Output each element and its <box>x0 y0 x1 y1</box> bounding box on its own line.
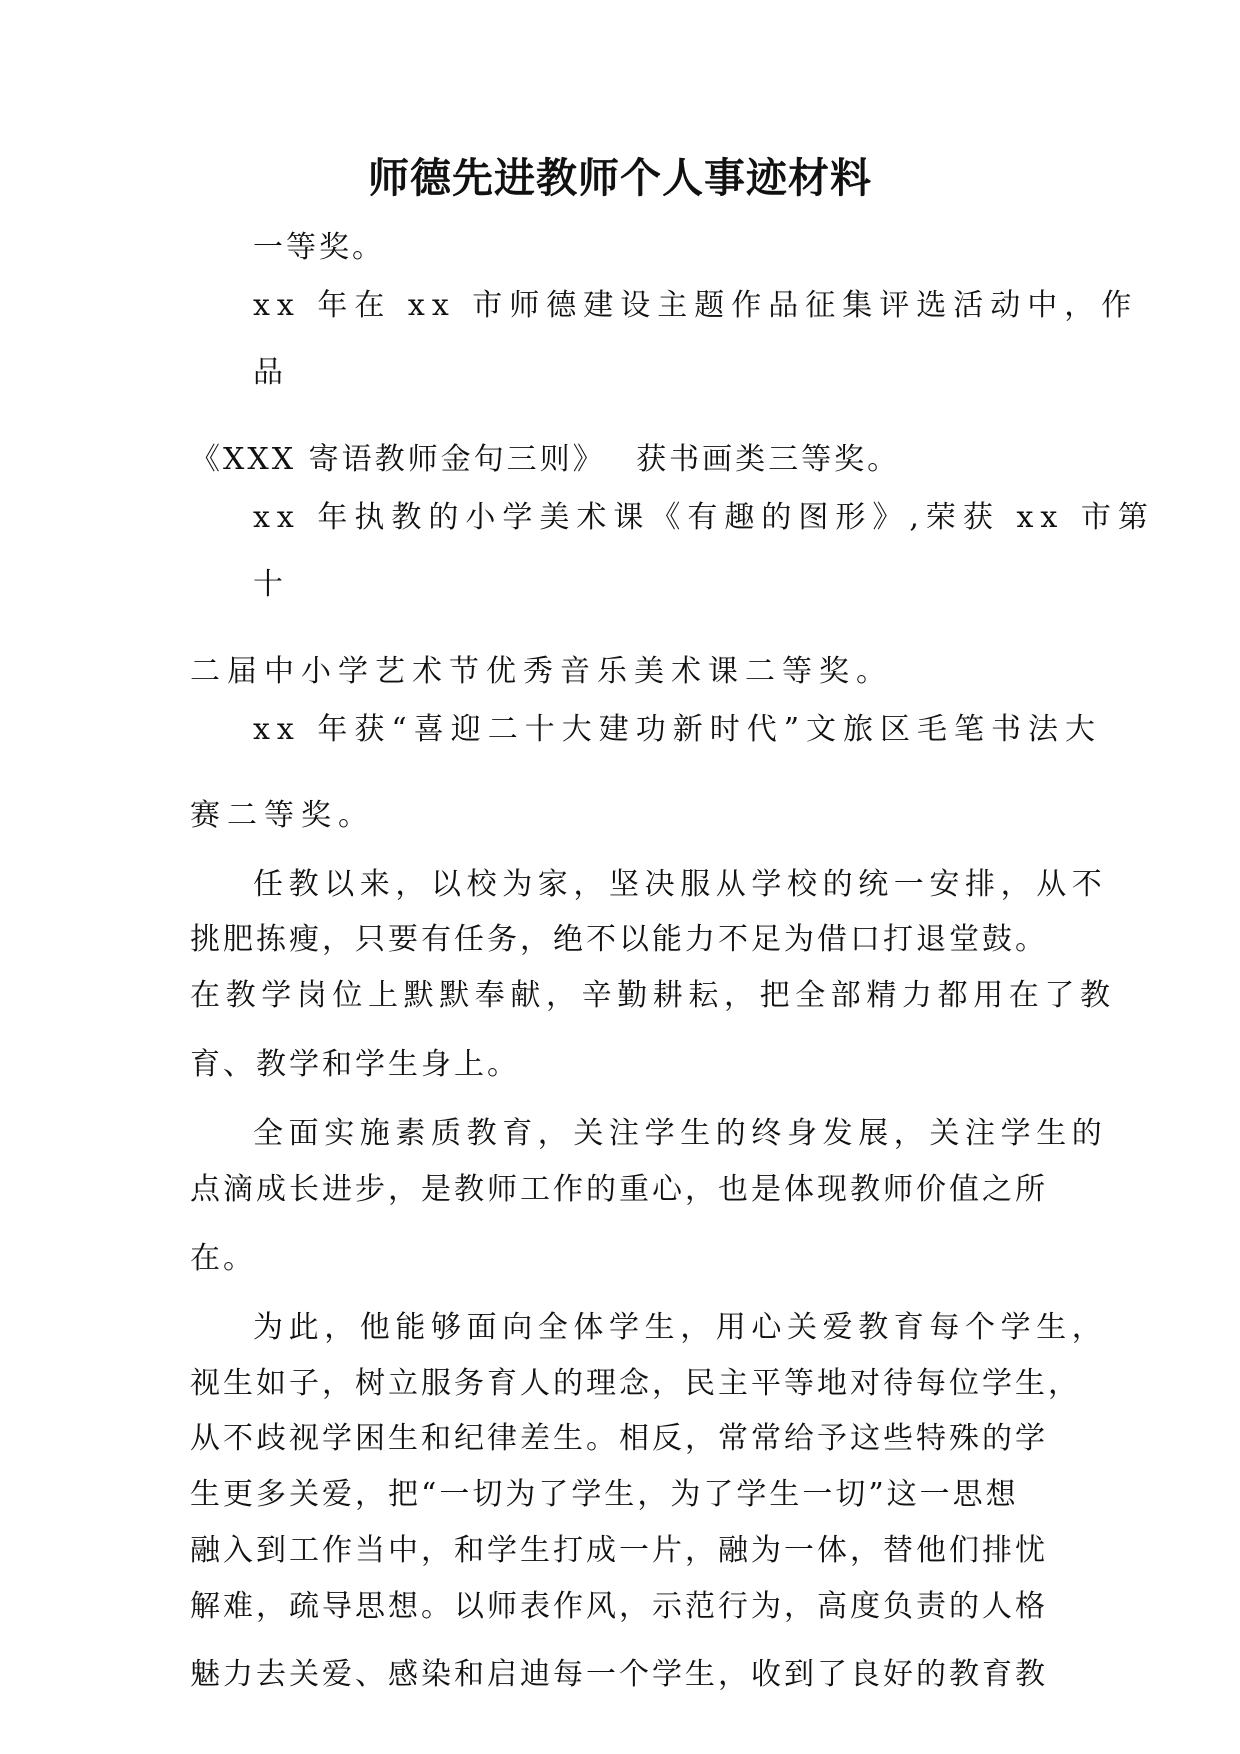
text-line: xx 年执教的小学美术课《有趣的图形》,荣获 xx 市第 <box>253 500 1155 535</box>
text-line: xx 年在 xx 市师德建设主题作品征集评选活动中，作 <box>253 288 1139 323</box>
text-line: 在教学岗位上默默奉献，辛勤耕耘，把全部精力都用在了教 <box>190 978 1116 1013</box>
text-line: 十 <box>253 567 286 602</box>
text-line: 融入到工作当中，和学生打成一片，融为一体，替他们排忧 <box>190 1533 1048 1568</box>
text-line: 赛二等奖。 <box>190 798 375 833</box>
text-line: 一等奖。 <box>253 230 385 265</box>
text-line: 品 <box>253 355 286 390</box>
text-line: 视生如子，树立服务育人的理念，民主平等地对待每位学生， <box>190 1366 1081 1401</box>
text-line: 点滴成长进步，是教师工作的重心，也是体现教师价值之所 <box>190 1172 1048 1207</box>
document-title: 师德先进教师个人事迹材料 <box>368 154 872 202</box>
text-line: 育、教学和学生身上。 <box>190 1047 520 1082</box>
text-line: 从不歧视学困生和纪律差生。相反，常常给予这些特殊的学 <box>190 1421 1048 1456</box>
text-line: 任教以来，以校为家，坚决服从学校的统一安排，从不 <box>253 867 1108 902</box>
text-line: 生更多关爱，把“一切为了学生，为了学生一切”这一思想 <box>190 1477 1019 1512</box>
text-line: 解难，疏导思想。以师表作风，示范行为，高度负责的人格 <box>190 1589 1048 1624</box>
text-line: 《XXX 寄语教师金句三则》 获书画类三等奖。 <box>190 442 901 477</box>
text-line: xx 年获“喜迎二十大建功新时代”文旅区毛笔书法大 <box>253 712 1103 747</box>
text-line: 挑肥拣瘦，只要有任务，绝不以能力不足为借口打退堂鼓。 <box>190 922 1048 957</box>
text-line: 全面实施素质教育，关注学生的终身发展，关注学生的 <box>253 1116 1108 1151</box>
text-line: 二届中小学艺术节优秀音乐美术课二等奖。 <box>190 654 893 689</box>
text-line: 在。 <box>190 1241 256 1276</box>
text-line: 为此，他能够面向全体学生，用心关爱教育每个学生， <box>253 1310 1108 1345</box>
text-line: 魅力去关爱、感染和启迪每一个学生，收到了良好的教育教 <box>190 1657 1048 1692</box>
